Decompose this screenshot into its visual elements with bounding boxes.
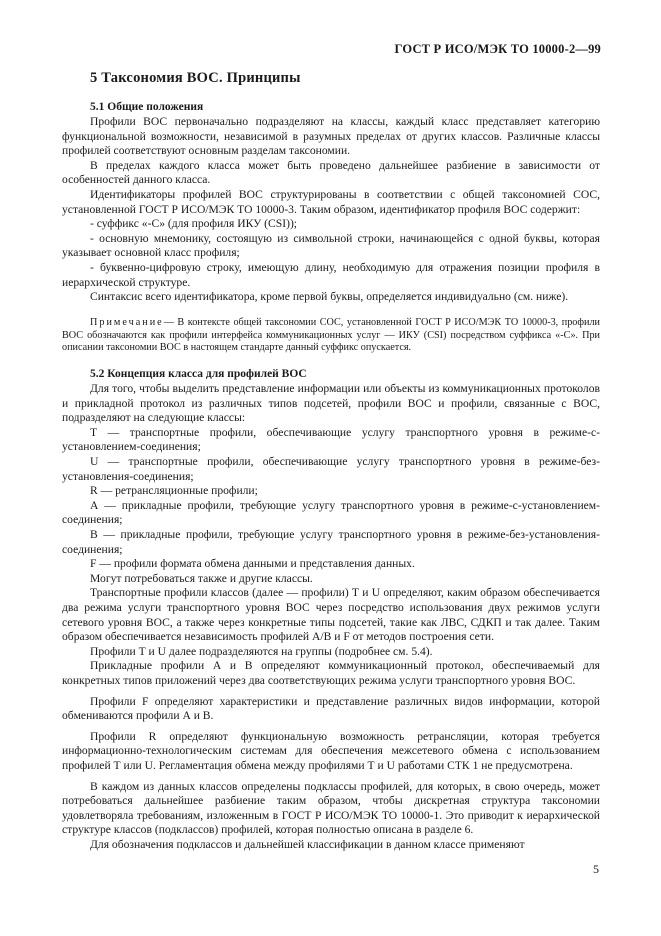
paragraph: В каждом из данных классов определены подклассы профилей, для которых, в свою очередь, может потребоваться дальнейшее разбиение таким образом, чтобы дискретная структура таксономии удовлетворяла требованиям, изложенным в ГОСТ Р ИСО/МЭК ТО 10000-1. Это приводит к иерархической структуре классов (подклассов) профилей, которая полностью описана в разделе 6.: [62, 779, 600, 837]
subsection-5-2-title: 5.2 Концепция класса для профилей ВОС: [90, 368, 307, 381]
section-title: 5 Таксономия ВОС. Принципы: [90, 70, 301, 86]
paragraph: Профили F определяют характеристики и представление различных видов информации, которой обмениваются профили А и В.: [62, 694, 600, 723]
paragraph: Идентификаторы профилей ВОС структурированы в соответствии с общей таксономией СОС, установленной ГОСТ Р ИСО/МЭК ТО 10000-3. Таким образом, идентификатор профиля ВОС содержит:: [62, 187, 600, 216]
class-item: R — ретрансляционные профили;: [90, 484, 258, 498]
paragraph: Для обозначения подклассов и дальнейшей классификации в данном классе применяют: [90, 837, 525, 851]
note: [62, 317, 600, 355]
list-item: - основную мнемонику, состоящую из символьной строки, начинающейся с одной буквы, которая указывает основной класс профиля;: [62, 231, 600, 260]
class-item: U — транспортные профили, обеспечивающие услугу транспортного уровня в режиме-без-установления-соединения;: [62, 455, 600, 483]
class-item: F — профили формата обмена данными и представления данных.: [90, 557, 415, 571]
list-item: - суффикс «-С» (для профиля ИКУ (CSI));: [90, 217, 298, 231]
paragraph: Профили Т и U далее подразделяются на группы (подробнее см. 5.4).: [90, 644, 433, 658]
paragraph: Профили R определяют функциональную возможность ретрансляции, которая требуется информационно-технологическим системам для обеспечения межсетевого обмена с использованием профилей Т или U. Регламентация обмена между профилями Т и U работами СТК 1 не предусмотрена.: [62, 729, 600, 772]
paragraph: Транспортные профили классов (далее — профили) Т и U определяют, каким образом обеспечивается два режима услуги транспортного уровня ВОС через посредство использования двух режимов услуги сетевого уровня ВОС, а также через конкретные типы подсетей, такие как ЛВС, СДКП и так далее. Таким образом обеспечивается независимость профилей А/В и F от методов построения сети.: [62, 586, 600, 644]
paragraph: Профили ВОС первоначально подразделяют на классы, каждый класс представляет категорию функциональной возможности, независимой в разумных пределах от других классов. Различные классы профилей соответствуют основным разделам таксономии.: [62, 115, 600, 158]
class-item: В — прикладные профили, требующие услугу транспортного уровня в режиме-без-установления-соединения;: [62, 528, 600, 556]
note-label: Примечание: [90, 316, 164, 328]
page-number: 5: [593, 862, 599, 876]
paragraph: Для того, чтобы выделить представление информации или объекты из коммуникационных протоколов и прикладной протокол из различных типов подсетей, профили ВОС и профили, связанные с ВОС, подразделяют на следующие классы:: [62, 382, 600, 425]
paragraph: Могут потребоваться также и другие классы.: [90, 571, 313, 585]
class-item: Т — транспортные профили, обеспечивающие услугу транспортного уровня в режиме-с-установлением-соединения;: [62, 425, 600, 454]
paragraph: Синтаксис всего идентификатора, кроме первой буквы, определяется индивидуально (см. ниже).: [90, 290, 569, 304]
note-text: — В контексте общей таксономии СОС, установленной ГОСТ Р ИСО/МЭК ТО 10000-3, профили ВОС обозначаются как профили интерфейса коммуникационных услуг — ИКУ (CSI) посредством суффикса «-С». При описании таксономии ВОС в настоящем стандарте данный суффикс опускается.: [62, 316, 600, 354]
subsection-5-1-title: 5.1 Общие положения: [90, 101, 204, 113]
class-item: А — прикладные профили, требующие услугу транспортного уровня в режиме-с-установлением-соединения;: [62, 498, 600, 527]
page-content: [62, 70, 600, 853]
paragraph: В пределах каждого класса может быть проведено дальнейшее разбиение в зависимости от особенностей данного класса.: [62, 158, 600, 187]
document-code-header: ГОСТ Р ИСО/МЭК ТО 10000-2—99: [394, 42, 601, 56]
list-item: - буквенно-цифровую строку, имеющую длину, необходимую для отражения позиции профиля в иерархической структуре.: [62, 260, 600, 289]
paragraph: Прикладные профили А и В определяют коммуникационный протокол, обеспечиваемый для конкретных типов приложений через два соответствующих режима услуги транспортного уровня ВОС.: [62, 659, 600, 687]
